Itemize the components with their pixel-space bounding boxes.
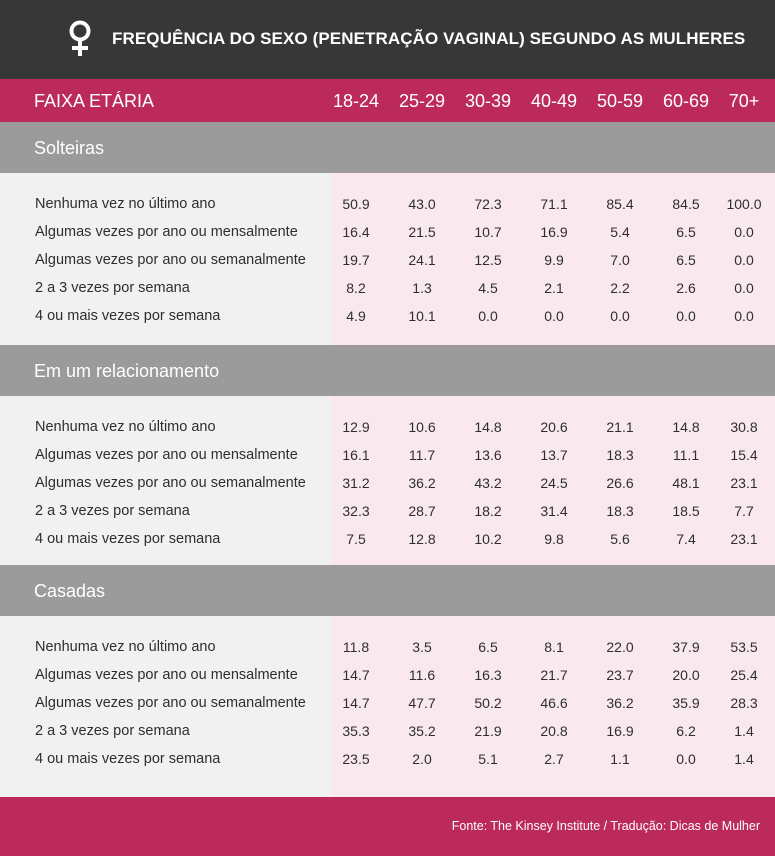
table-cell: 1.1 bbox=[610, 751, 630, 767]
table-cell: 71.1 bbox=[540, 196, 568, 212]
table-cell: 15.4 bbox=[730, 447, 758, 463]
table-cell: 35.2 bbox=[408, 723, 436, 739]
table-cell: 23.1 bbox=[730, 475, 758, 491]
row-label: 4 ou mais vezes por semana bbox=[35, 308, 221, 324]
table-cell: 16.1 bbox=[342, 447, 370, 463]
table-cell: 25.4 bbox=[730, 667, 758, 683]
section-title: Solteiras bbox=[34, 138, 105, 158]
row-label: 4 ou mais vezes por semana bbox=[35, 531, 221, 547]
table-cell: 31.4 bbox=[540, 503, 568, 519]
table-cell: 16.9 bbox=[606, 723, 634, 739]
section-body bbox=[0, 616, 775, 797]
table-cell: 37.9 bbox=[672, 639, 700, 655]
table-cell: 35.9 bbox=[672, 695, 700, 711]
table-cell: 1.3 bbox=[412, 280, 432, 296]
table-cell: 11.6 bbox=[408, 667, 436, 683]
row-label: Algumas vezes por ano ou mensalmente bbox=[35, 667, 298, 683]
table-cell: 35.3 bbox=[342, 723, 370, 739]
table-cell: 5.6 bbox=[610, 531, 630, 547]
row-label: 2 a 3 vezes por semana bbox=[35, 723, 190, 739]
row-label: Nenhuma vez no último ano bbox=[35, 639, 216, 655]
table-cell: 100.0 bbox=[726, 196, 762, 212]
row-label: 2 a 3 vezes por semana bbox=[35, 280, 190, 296]
table-cell: 14.8 bbox=[672, 419, 700, 435]
table-cell: 11.8 bbox=[342, 639, 370, 655]
table-cell: 13.7 bbox=[540, 447, 568, 463]
table-cell: 21.9 bbox=[474, 723, 502, 739]
table-row bbox=[0, 190, 775, 218]
table-cell: 6.5 bbox=[676, 252, 696, 268]
table-row bbox=[0, 246, 775, 274]
table-cell: 31.2 bbox=[342, 475, 370, 491]
table-cell: 2.7 bbox=[544, 751, 564, 767]
table-cell: 48.1 bbox=[672, 475, 700, 491]
table-cell: 43.0 bbox=[408, 196, 436, 212]
table-cell: 6.2 bbox=[676, 723, 696, 739]
table-row bbox=[0, 441, 775, 469]
row-label: Algumas vezes por ano ou semanalmente bbox=[35, 252, 306, 268]
table-cell: 16.9 bbox=[540, 224, 568, 240]
age-column-header: 25-29 bbox=[398, 91, 446, 111]
table-cell: 0.0 bbox=[734, 252, 754, 268]
table-cell: 16.4 bbox=[342, 224, 370, 240]
table-cell: 18.3 bbox=[606, 503, 634, 519]
table-cell: 18.3 bbox=[606, 447, 634, 463]
table-cell: 12.9 bbox=[342, 419, 370, 435]
table-cell: 85.4 bbox=[606, 196, 634, 212]
table-cell: 24.1 bbox=[408, 252, 436, 268]
section-title: Casadas bbox=[34, 581, 106, 601]
table-cell: 32.3 bbox=[342, 503, 370, 519]
table-cell: 12.5 bbox=[474, 252, 502, 268]
table-cell: 72.3 bbox=[474, 196, 502, 212]
table-cell: 14.8 bbox=[474, 419, 502, 435]
row-label: Algumas vezes por ano ou mensalmente bbox=[35, 224, 298, 240]
row-label: Algumas vezes por ano ou semanalmente bbox=[35, 475, 306, 491]
table-cell: 6.5 bbox=[676, 224, 696, 240]
title-bar bbox=[0, 0, 775, 79]
table-cell: 24.5 bbox=[540, 475, 568, 491]
table-cell: 28.3 bbox=[730, 695, 758, 711]
table-cell: 19.7 bbox=[342, 252, 370, 268]
table-cell: 20.6 bbox=[540, 419, 568, 435]
table-cell: 46.6 bbox=[540, 695, 568, 711]
table-cell: 18.2 bbox=[474, 503, 502, 519]
table-cell: 14.7 bbox=[342, 695, 370, 711]
table-row bbox=[0, 661, 775, 689]
table-cell: 20.0 bbox=[672, 667, 700, 683]
table-cell: 36.2 bbox=[408, 475, 436, 491]
table-cell: 10.6 bbox=[408, 419, 436, 435]
table-cell: 23.7 bbox=[606, 667, 634, 683]
table-cell: 23.1 bbox=[730, 531, 758, 547]
table-cell: 5.1 bbox=[478, 751, 498, 767]
page-title: FREQUÊNCIA DO SEXO (PENETRAÇÃO VAGINAL) SEGUNDO AS MULHERES bbox=[112, 29, 746, 48]
table-cell: 5.4 bbox=[610, 224, 630, 240]
table-cell: 13.6 bbox=[474, 447, 502, 463]
female-symbol-icon bbox=[66, 20, 94, 58]
table-row bbox=[0, 218, 775, 246]
table-cell: 16.3 bbox=[474, 667, 502, 683]
table-cell: 21.5 bbox=[408, 224, 436, 240]
section-body bbox=[0, 396, 775, 565]
table-cell: 26.6 bbox=[606, 475, 634, 491]
table-row bbox=[0, 689, 775, 717]
table-cell: 50.2 bbox=[474, 695, 502, 711]
section-header bbox=[0, 122, 775, 173]
table-cell: 7.5 bbox=[346, 531, 366, 547]
table-cell: 84.5 bbox=[672, 196, 700, 212]
table-cell: 4.9 bbox=[346, 308, 366, 324]
table-cell: 8.1 bbox=[544, 639, 564, 655]
table-cell: 1.4 bbox=[734, 723, 754, 739]
table-cell: 2.0 bbox=[412, 751, 432, 767]
table-cell: 21.7 bbox=[540, 667, 568, 683]
table-cell: 9.8 bbox=[544, 531, 564, 547]
row-label: Algumas vezes por ano ou semanalmente bbox=[35, 695, 306, 711]
table-cell: 2.6 bbox=[676, 280, 696, 296]
table-cell: 7.0 bbox=[610, 252, 630, 268]
table-cell: 30.8 bbox=[730, 419, 758, 435]
table-cell: 20.8 bbox=[540, 723, 568, 739]
row-label: Nenhuma vez no último ano bbox=[35, 419, 216, 435]
table-cell: 0.0 bbox=[544, 308, 564, 324]
source-credit: Fonte: The Kinsey Institute / Tradução: Dicas de Mulher bbox=[451, 819, 760, 833]
table-cell: 9.9 bbox=[544, 252, 564, 268]
row-label: Algumas vezes por ano ou mensalmente bbox=[35, 447, 298, 463]
section-title: Em um relacionamento bbox=[34, 361, 220, 381]
table-cell: 22.0 bbox=[606, 639, 634, 655]
section-body bbox=[0, 173, 775, 345]
table-cell: 8.2 bbox=[346, 280, 366, 296]
table-cell: 1.4 bbox=[734, 751, 754, 767]
section-header bbox=[0, 565, 775, 616]
table-cell: 11.7 bbox=[408, 447, 436, 463]
table-cell: 2.1 bbox=[544, 280, 564, 296]
row-label: 4 ou mais vezes por semana bbox=[35, 751, 221, 767]
table-cell: 21.1 bbox=[606, 419, 634, 435]
table-cell: 0.0 bbox=[676, 308, 696, 324]
table-cell: 53.5 bbox=[730, 639, 758, 655]
table-row bbox=[0, 717, 775, 745]
table-cell: 0.0 bbox=[478, 308, 498, 324]
table-cell: 4.5 bbox=[478, 280, 498, 296]
age-column-header: 18-24 bbox=[332, 91, 380, 111]
table-cell: 28.7 bbox=[408, 503, 436, 519]
table-row bbox=[0, 633, 775, 661]
table-cell: 10.2 bbox=[474, 531, 502, 547]
age-group-label: FAIXA ETÁRIA bbox=[34, 91, 155, 111]
table-cell: 7.7 bbox=[734, 503, 754, 519]
table-cell: 23.5 bbox=[342, 751, 370, 767]
age-column-header: 40-49 bbox=[530, 91, 578, 111]
age-column-header: 30-39 bbox=[464, 91, 512, 111]
table-cell: 0.0 bbox=[734, 224, 754, 240]
row-label: Nenhuma vez no último ano bbox=[35, 196, 216, 212]
table-cell: 2.2 bbox=[610, 280, 630, 296]
table-row bbox=[0, 274, 775, 302]
table-cell: 0.0 bbox=[734, 308, 754, 324]
table-cell: 50.9 bbox=[342, 196, 370, 212]
table-cell: 10.7 bbox=[474, 224, 502, 240]
row-label: 2 a 3 vezes por semana bbox=[35, 503, 190, 519]
table-cell: 43.2 bbox=[474, 475, 502, 491]
age-column-header: 70+ bbox=[728, 91, 760, 111]
table-cell: 0.0 bbox=[610, 308, 630, 324]
age-column-header: 50-59 bbox=[596, 91, 644, 111]
table-header bbox=[0, 79, 775, 122]
footer bbox=[0, 797, 775, 856]
table-cell: 11.1 bbox=[672, 447, 700, 463]
table-row bbox=[0, 302, 775, 330]
table-row bbox=[0, 413, 775, 441]
table-cell: 0.0 bbox=[734, 280, 754, 296]
table-row bbox=[0, 745, 775, 773]
table-cell: 0.0 bbox=[676, 751, 696, 767]
table-cell: 10.1 bbox=[408, 308, 436, 324]
table-row bbox=[0, 497, 775, 525]
table-cell: 47.7 bbox=[408, 695, 436, 711]
table-cell: 6.5 bbox=[478, 639, 498, 655]
table-cell: 7.4 bbox=[676, 531, 696, 547]
table-cell: 12.8 bbox=[408, 531, 436, 547]
section-header bbox=[0, 345, 775, 396]
table-cell: 14.7 bbox=[342, 667, 370, 683]
age-column-header: 60-69 bbox=[662, 91, 710, 111]
table-row bbox=[0, 525, 775, 553]
table-cell: 18.5 bbox=[672, 503, 700, 519]
table-cell: 36.2 bbox=[606, 695, 634, 711]
table-row bbox=[0, 469, 775, 497]
table-cell: 3.5 bbox=[412, 639, 432, 655]
